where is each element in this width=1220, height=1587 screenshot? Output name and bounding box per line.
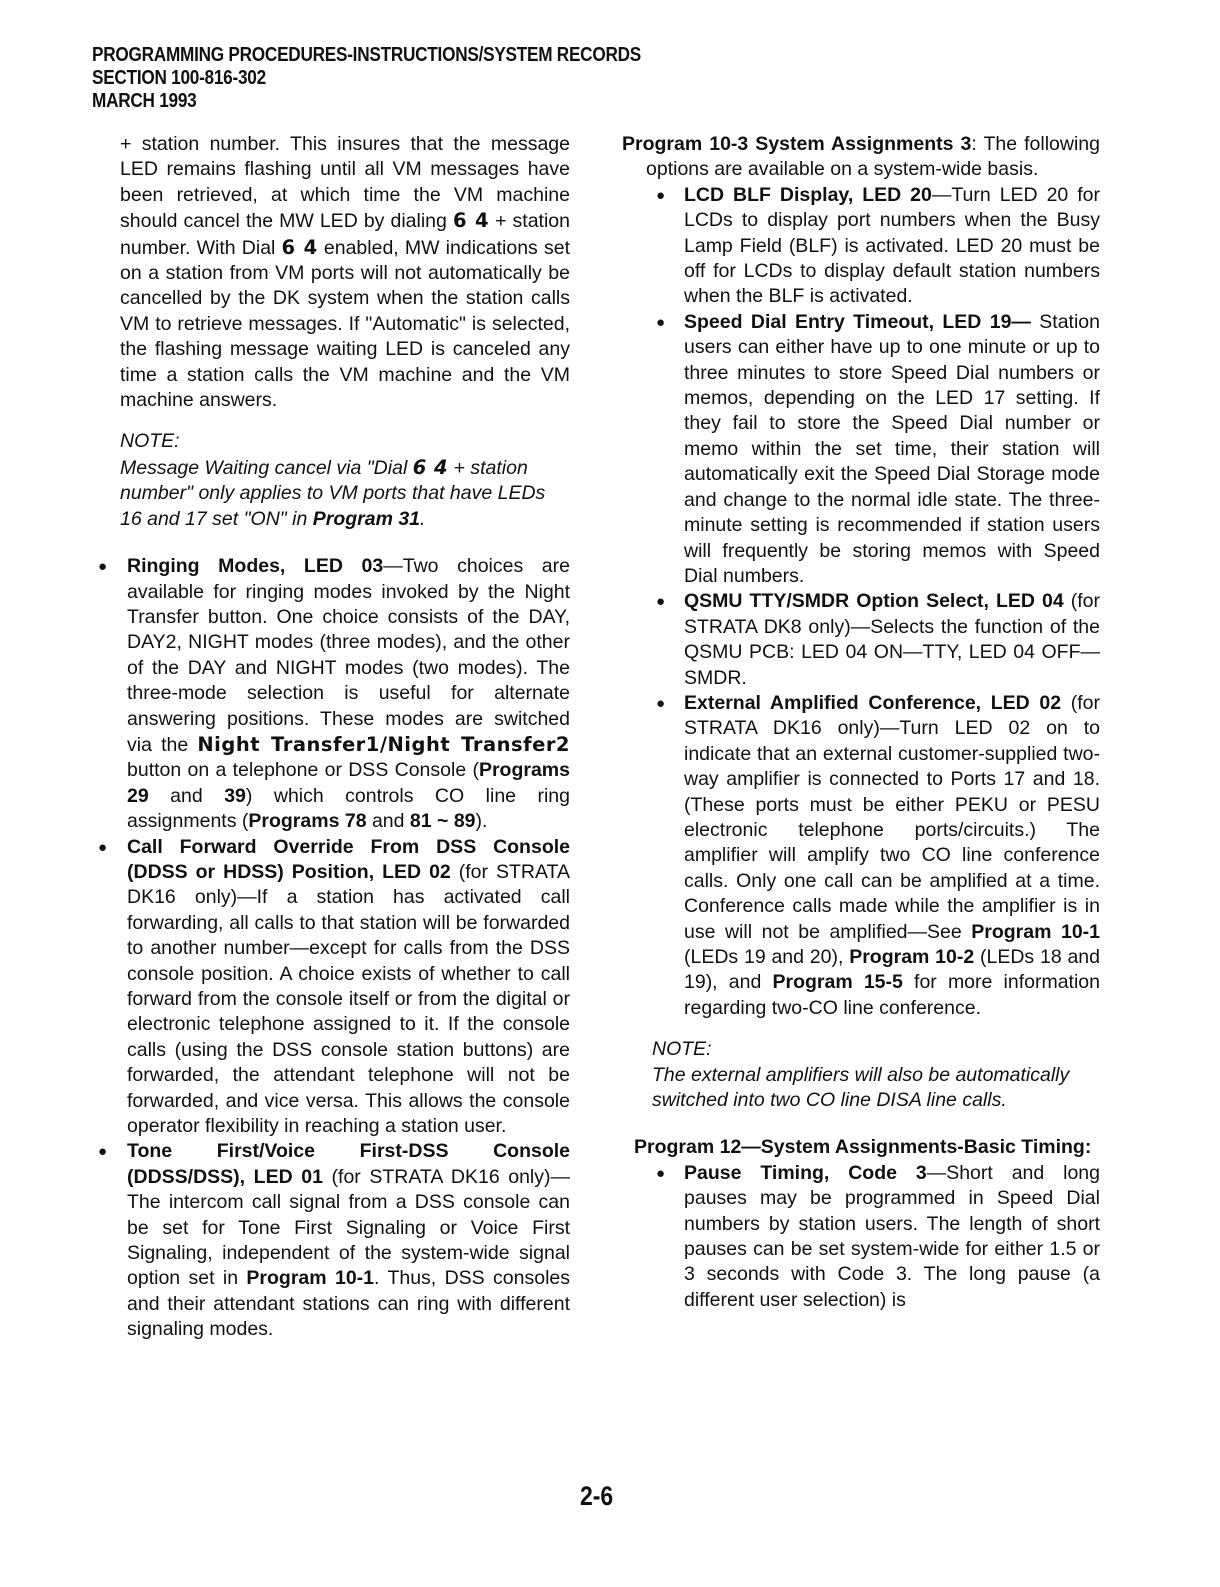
- right-bullet-list: [622, 183, 1100, 1021]
- right-column: [622, 132, 1100, 1313]
- list-item-lcd-blf: ● LCD BLF Display, LED 20—Turn LED 20 for LCDs to display port numbers when the Busy Lamp Field (BLF) is activated. LED 20 must be off for LCDs to display default station numbers when the BLF is activated.: [622, 183, 1100, 310]
- left-bullet-list: [92, 554, 570, 1343]
- page-number: 2-6: [580, 1481, 614, 1511]
- right-bullet-list-2: [622, 1161, 1100, 1313]
- list-item-qsmu: ● QSMU TTY/SMDR Option Select, LED 04 (for STRATA DK8 only)—Selects the function of the QSMU PCB: LED 04 ON—TTY, LED 04 OFF—SMDR.: [622, 589, 1100, 691]
- document-header: [92, 44, 641, 113]
- left-column: [120, 132, 570, 1343]
- list-item-ringing-modes: ● Ringing Modes, LED 03—Two choices are available for ringing modes invoked by the Night Transfer button. One choice consists of the DAY, DAY2, NIGHT modes (three modes), and the other of the DAY and NIGHT modes (two modes). The three-mode selection is useful for alternate answering positions. These modes are switched via the Night Transfer1/Night Transfer2 button on a telephone or DSS Console (Programs 29 and 39) which controls CO line ring assignments (Programs 78 and 81 ~ 89).: [92, 554, 570, 834]
- right-note: [622, 1037, 1100, 1113]
- list-item-pause-timing: ● Pause Timing, Code 3—Short and long pauses may be programmed in Speed Dial numbers by station users. The length of short pauses can be set system-wide for either 1.5 or 3 seconds with Code 3. The long pause (a different user selection) is: [622, 1161, 1100, 1313]
- header-section: SECTION 100-816-302: [92, 67, 266, 89]
- list-item-tone-first: ● Tone First/Voice First-DSS Console (DDSS/DSS), LED 01 (for STRATA DK16 only)—The intercom call signal from a DSS console can be set for Tone First Signaling or Voice First Signaling, independent of the system-wide signal option set in Program 10-1. Thus, DSS consoles and their attendant stations can ring with different signaling modes.: [92, 1139, 570, 1342]
- note-body-right: The external amplifiers will also be automatically switched into two CO line DISA line calls.: [652, 1063, 1070, 1112]
- header-date: MARCH 1993: [92, 90, 197, 112]
- program-10-3-paragraph: Program 10-3 System Assignments 3: The following options are available on a system-wide basis.: [622, 133, 1100, 181]
- note-body: Message Waiting cancel via "Dial 6 4 + station number" only applies to VM ports that have LEDs 16 and 17 set "ON" in Program 31.: [120, 455, 546, 530]
- program-12-heading: Program 12—System Assignments-Basic Timing:: [634, 1136, 1092, 1159]
- list-item-external-amplified: ● External Amplified Conference, LED 02 (for STRATA DK16 only)—Turn LED 02 on to indicate that an external customer-supplied two-way amplifier is connected to Ports 17 and 18. (These ports must be either PEKU or PESU electronic telephone ports/circuits.) The amplifier will amplify two CO line conference calls. Only one call can be amplified at a time. Conference calls made while the amplifier is in use will not be amplified—See Program 10-1 (LEDs 19 and 20), Program 10-2 (LEDs 18 and 19), and Program 15-5 for more information regarding two-CO line conference.: [622, 691, 1100, 1021]
- intro-paragraph: + station number. This insures that the message LED remains flashing until all VM messages have been retrieved, at which time the VM machine should cancel the MW LED by dialing 6 4 + station number. With Dial 6 4 enabled, MW indications set on a station from VM ports will not automatically be cancelled by the DK system when the station calls VM to retrieve messages. If "Automatic" is selected, the flashing message waiting LED is canceled any time a station calls the VM machine and the VM machine answers.: [120, 133, 570, 412]
- list-item-call-forward: ● Call Forward Override From DSS Console (DDSS or HDSS) Position, LED 02 (for STRATA DK16 only)—If a station has activated call forwarding, all calls to that station will be forwarded to another number—except for calls from the DSS console position. A choice exists of whether to call forward from the console itself or from the digital or electronic telephone assigned to it. If the console calls (using the DSS console station buttons) are forwarded, the attendant telephone will not be forwarded, and vice versa. This allows the console operator flexibility in reaching a station user.: [92, 835, 570, 1140]
- list-item-speed-dial: ● Speed Dial Entry Timeout, LED 19— Station users can either have up to one minute or up to three minutes to store Speed Dial numbers or memos, depending on the LED 17 setting. If they fail to store the Speed Dial number or memo within the set time, their station will automatically exit the Speed Dial Storage mode and change to the normal idle state. The three-minute setting is recommended if station users will frequently be storing memos with Speed Dial numbers.: [622, 310, 1100, 589]
- header-title: PROGRAMMING PROCEDURES-INSTRUCTIONS/SYSTEM RECORDS: [92, 44, 642, 66]
- note-label-right: NOTE:: [652, 1038, 712, 1061]
- note-label: NOTE:: [120, 430, 180, 453]
